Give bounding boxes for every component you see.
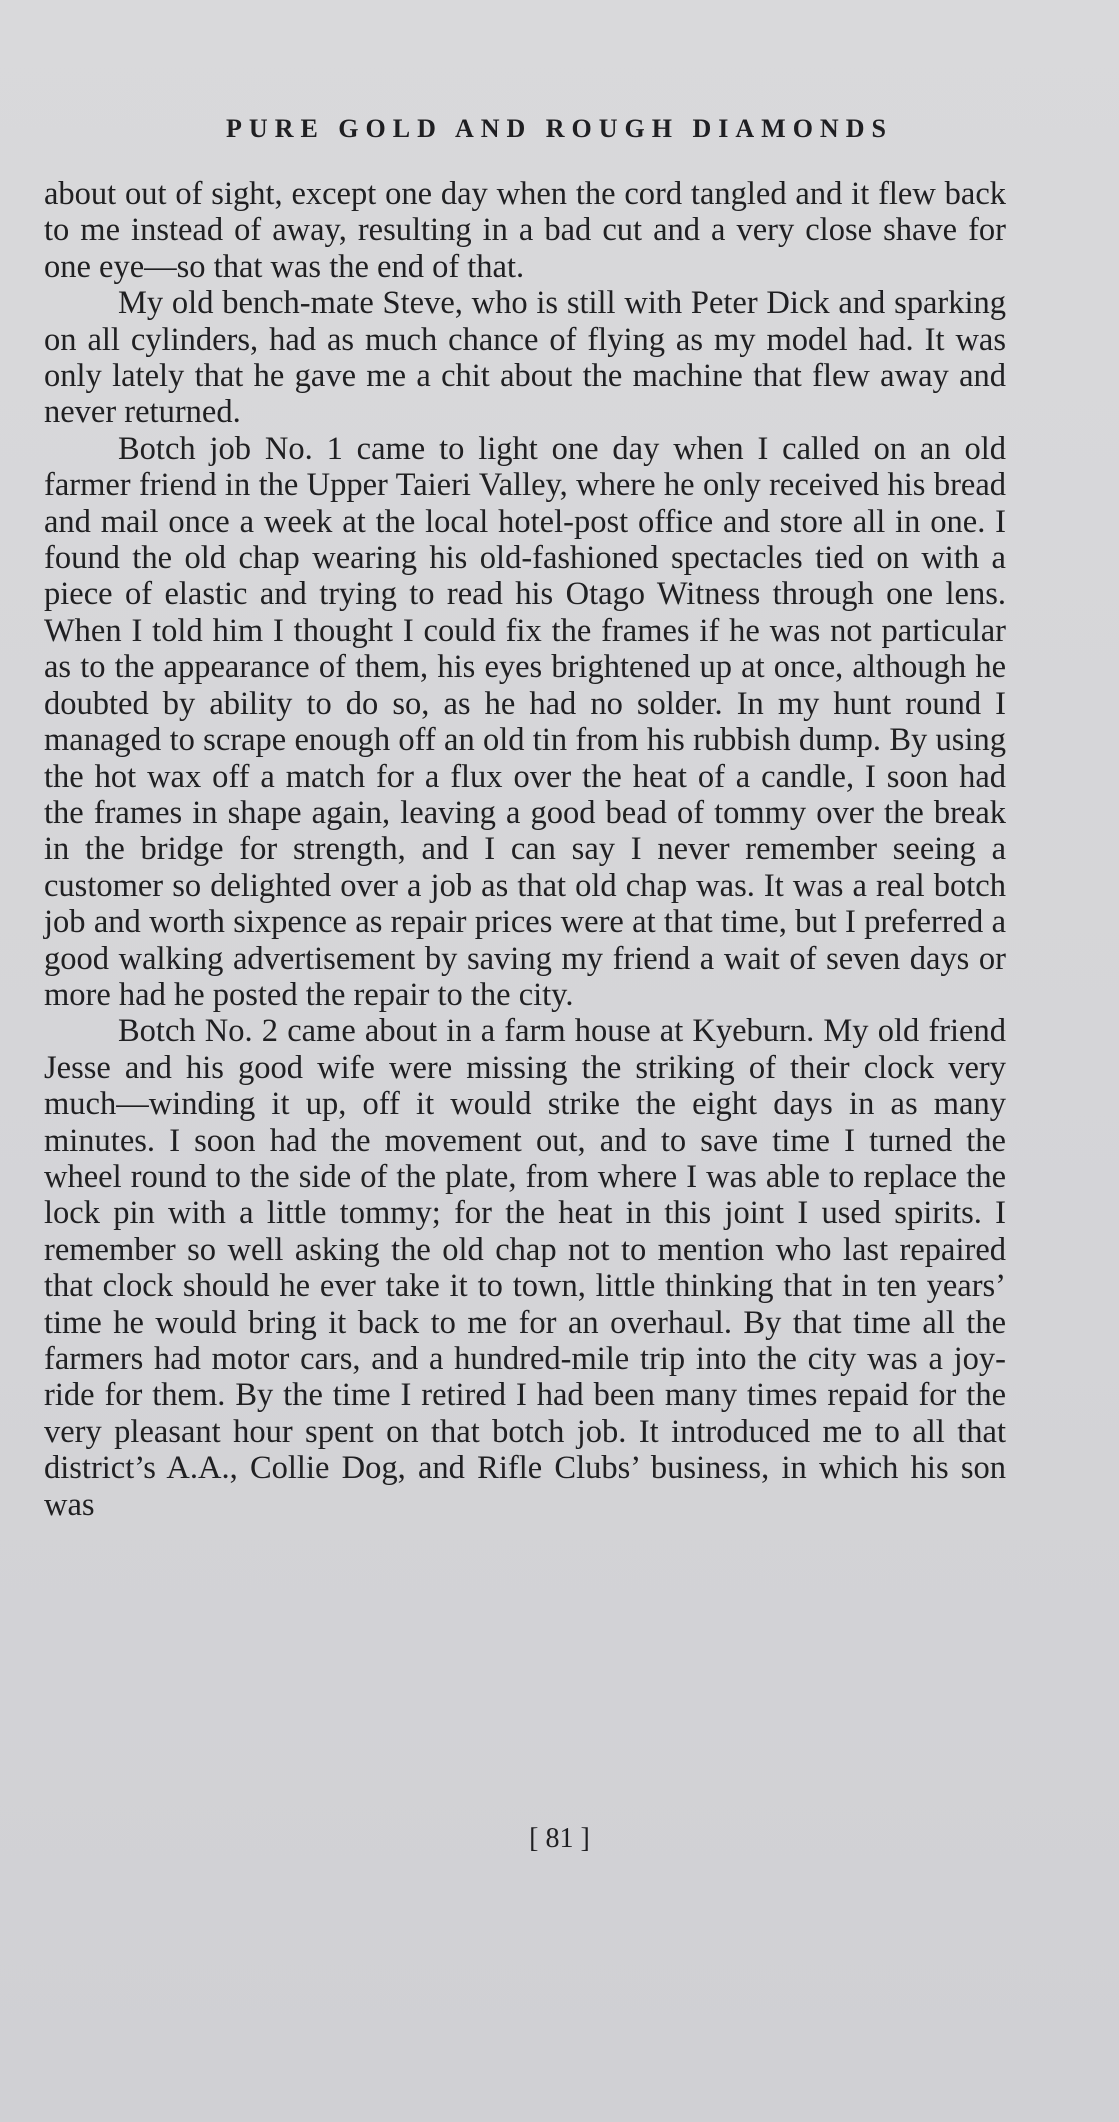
paragraph-botch-job-1: Botch job No. 1 came to light one day when I called on an old farmer friend in the Upper Taieri Valley, where he only received his bread and mail once a week at the local hotel-post office and store all in one. I found the old chap wearing his old-fashioned spectacles tied on with a piece of elastic and trying to read his Otago Witness through one lens. When I told him I thought I could fix the frames if he was not particular as to the appearance of them, his eyes brightened up at once, although he doubted by ability to do so, as he had no solder. In my hunt round I managed to scrape enough off an old tin from his rubbish dump. By using the hot wax off a match for a flux over the heat of a candle, I soon had the frames in shape again, leaving a good bead of tommy over the break in the bridge for strength, and I can say I never remember seeing a customer so delighted over a job as that old chap was. It was a real botch job and worth sixpence as repair prices were at that time, but I preferred a good walking advertisement by saving my friend a wait of seven days or more had he posted the repair to the city. bbox=[44, 430, 1006, 1013]
running-head: PURE GOLD AND ROUGH DIAMONDS bbox=[226, 114, 893, 143]
body-text bbox=[44, 176, 1006, 1523]
paragraph-botch-2: Botch No. 2 came about in a farm house at Kyeburn. My old friend Jesse and his good wife were missing the striking of their clock very much—winding it up, off it would strike the eight days in as many minutes. I soon had the movement out, and to save time I turned the wheel round to the side of the plate, from where I was able to replace the lock pin with a little tommy; for the heat in this joint I used spirits. I remember so well asking the old chap not to mention who last repaired that clock should he ever take it to town, little thinking that in ten years’ time he would bring it back to me for an overhaul. By that time all the farmers had motor cars, and a hundred-mile trip into the city was a joy-ride for them. By the time I retired I had been many times repaid for the very pleasant hour spent on that botch job. It introduced me to all that district’s A.A., Collie Dog, and Rifle Clubs’ business, in which his son was bbox=[44, 1013, 1006, 1523]
paragraph-steve: My old bench-mate Steve, who is still with Peter Dick and sparking on all cylinders, had as much chance of flying as my model had. It was only lately that he gave me a chit about the machine that flew away and never returned. bbox=[44, 285, 1006, 431]
paragraph-continuation: about out of sight, except one day when the cord tangled and it flew back to me instead of away, resulting in a bad cut and a very close shave for one eye—so that was the end of that. bbox=[44, 176, 1006, 285]
page-number: [ 81 ] bbox=[529, 1823, 590, 1854]
